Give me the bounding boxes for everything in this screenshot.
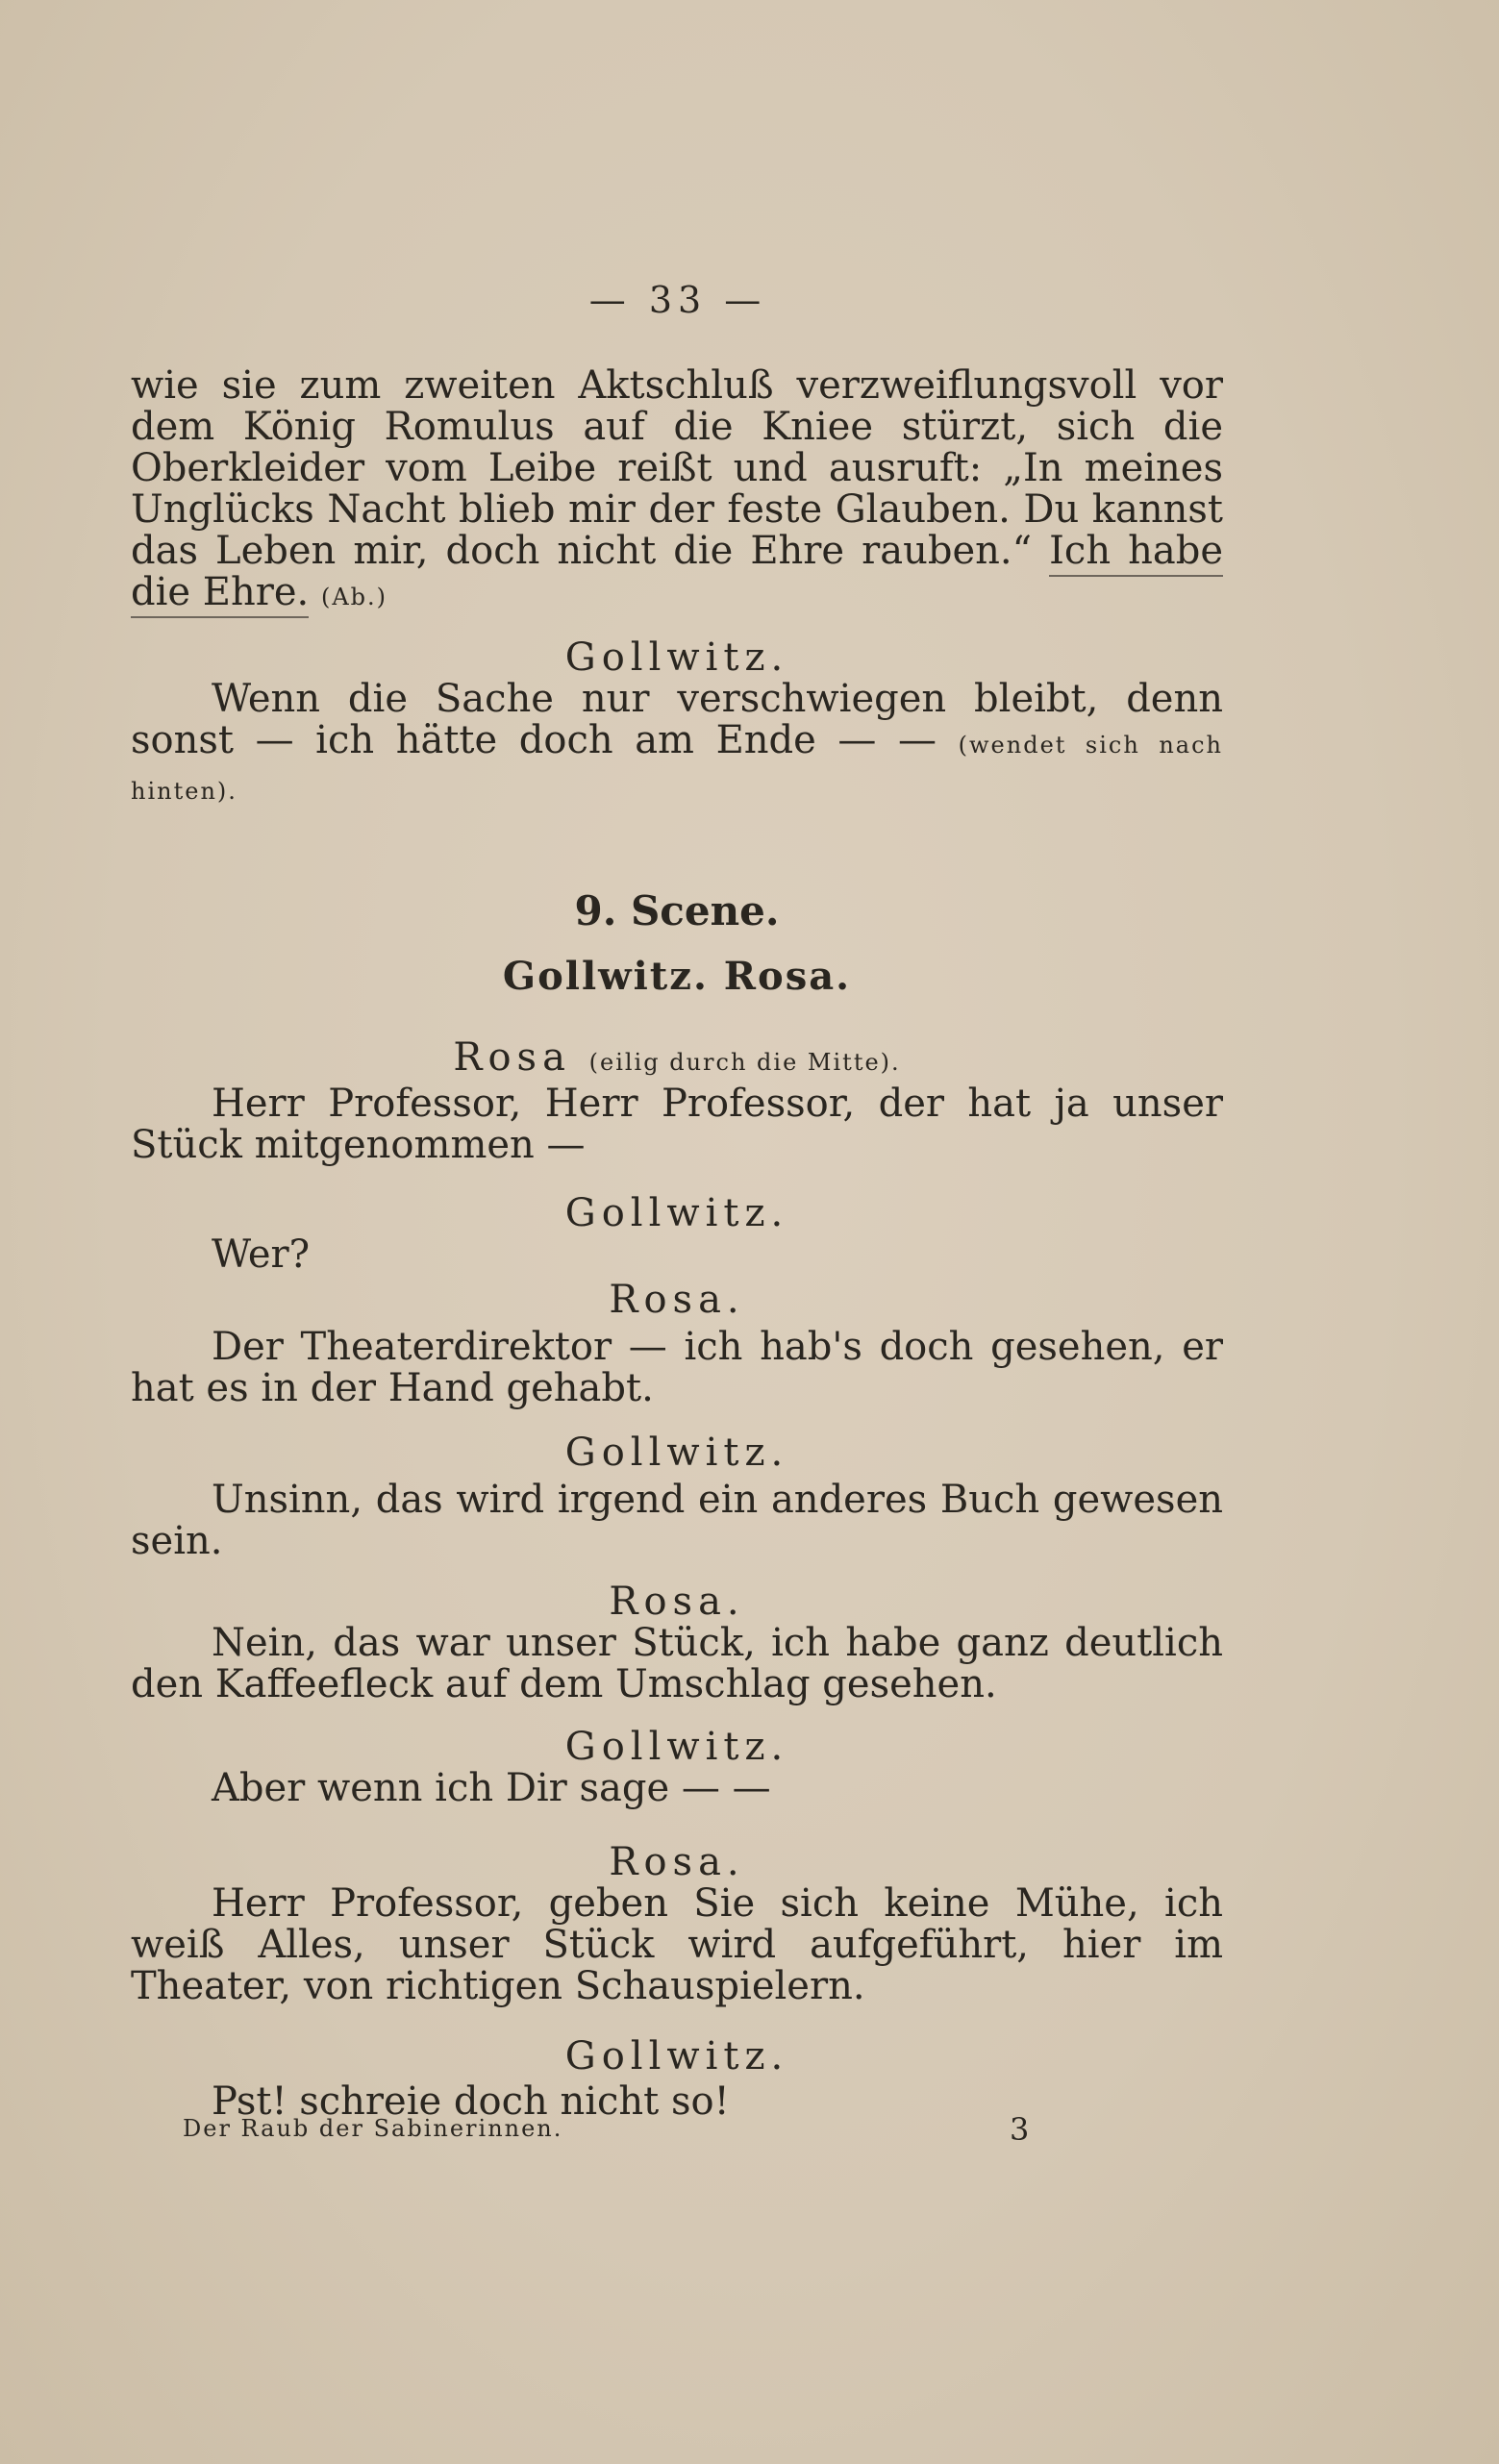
paragraph: Wer? <box>212 1232 311 1277</box>
underlined-text: Ich habe die Ehre. <box>131 529 1223 618</box>
signature-mark: 3 <box>1010 2111 1030 2148</box>
stage-direction: (eilig durch die Mitte). <box>588 1049 901 1076</box>
text-block <box>131 365 1223 2123</box>
speaker-name: Rosa. <box>609 1278 745 1322</box>
stage-direction: (wendet sich nach hinten). <box>131 732 1224 805</box>
speaker-name: Gollwitz. <box>564 1191 789 1235</box>
speaker-name: Rosa. <box>609 1580 745 1624</box>
paragraph: Wenn die Sache nur verschwiegen bleibt, denn sonst — ich hätte doch am Ende — — (wendet sich nach hinten). <box>131 677 1224 805</box>
running-footer-title: Der Raub der Sabinerinnen. <box>183 2115 563 2142</box>
speaker-name: Gollwitz. <box>564 635 789 680</box>
paragraph: Aber wenn ich Dir sage — — <box>212 1766 771 1810</box>
speaker-name: Rosa (eilig durch die Mitte). <box>453 1035 901 1080</box>
paragraph: Der Theaterdirektor — ich hab's doch gesehen, er hat es in der Hand gehabt. <box>131 1325 1223 1410</box>
paragraph: Herr Professor, Herr Professor, der hat ja unser Stück mitgenommen — <box>131 1082 1223 1167</box>
cast-list: Gollwitz. Rosa. <box>502 954 852 999</box>
paragraph: wie sie zum zweiten Aktschluß verzweiflungsvoll vor dem König Romulus auf die Kniee stürzt, sich die Oberkleider vom Leibe reißt und ausruft: „In meines Unglücks Nacht blieb mir der feste Glauben. Du kannst das Leben mir, doch nicht die Ehre rauben.“ Ich habe die Ehre. (Ab.) <box>131 365 1223 618</box>
page-number: — 33 — <box>588 279 767 321</box>
scene-title: 9. Scene. <box>574 887 780 934</box>
speaker-name: Gollwitz. <box>564 1431 789 1475</box>
speaker-name: Gollwitz. <box>564 1725 789 1769</box>
paragraph: Pst! schreie doch nicht so! <box>212 2079 730 2124</box>
stage-direction: (Ab.) <box>320 584 388 610</box>
speaker-name: Gollwitz. <box>564 2034 789 2078</box>
speaker-name: Rosa. <box>609 1840 745 1884</box>
paragraph: Unsinn, das wird irgend ein anderes Buch gewesen sein. <box>131 1478 1223 1563</box>
paragraph: Nein, das war unser Stück, ich habe ganz deutlich den Kaffeefleck auf dem Umschlag gesehen. <box>131 1621 1223 1706</box>
paragraph: Herr Professor, geben Sie sich keine Mühe, ich weiß Alles, unser Stück wird aufgeführt, hier im Theater, von richtigen Schauspielern. <box>131 1881 1223 2008</box>
